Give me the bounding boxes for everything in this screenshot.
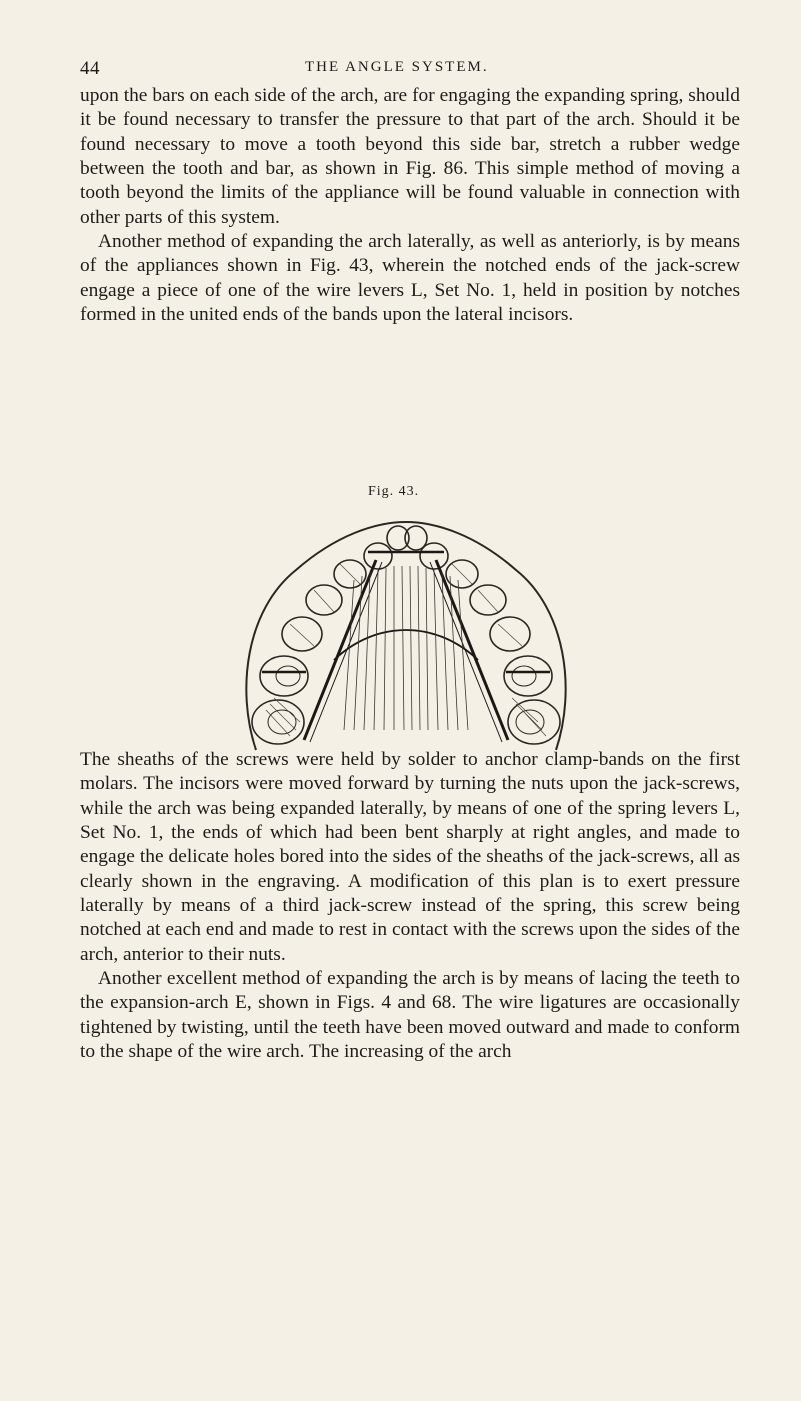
left-molar-front	[260, 656, 308, 696]
arch-engraving	[246, 522, 565, 750]
right-molar-front	[504, 656, 552, 696]
body-text-bottom	[80, 748, 740, 1064]
dental-arch-illustration	[226, 500, 586, 760]
right-premolar-2	[490, 617, 530, 651]
left-lateral-incisor	[364, 543, 392, 569]
central-incisors	[387, 526, 427, 550]
running-head	[80, 58, 740, 84]
running-title: THE ANGLE SYSTEM.	[305, 59, 489, 75]
page-number: 44	[80, 58, 100, 79]
right-premolar-1	[470, 585, 506, 615]
figure-caption: Fig. 43.	[368, 484, 420, 499]
body-text-top	[80, 84, 740, 327]
clamp-bands	[262, 552, 550, 672]
paragraph-1: upon the bars on each side of the arch, are for engaging the expanding spring, should it be found necessary to transfer the pressure to that part of the arch. Should it be found necessary to move a tooth beyond this side bar, stretch a rubber wedge between the tooth and bar, as shown in Fig. 86. This simple method of moving a tooth beyond the limits of the appliance will be found valuable in connection with other parts of this system.	[80, 85, 740, 228]
paragraph-2: Another method of expanding the arch laterally, as well as anteriorly, is by means of the appliances shown in Fig. 43, wherein the notched ends of the jack-screw engage a piece of one of the wire levers L, Set No. 1, held in position by notches formed in the united ends of the bands upon the lateral incisors.	[80, 231, 740, 326]
paragraph-3: The sheaths of the screws were held by solder to anchor clamp-bands on the first molars. The incisors were moved forward by turning the nuts upon the jack-screws, while the arch was being expanded laterally, by means of one of the spring levers L, Set No. 1, the ends of which had been bent sharply at right angles, and made to engage the delicate holes bored into the sides of the sheaths of the jack-screws, all as clearly shown in the engraving. A modification of this plan is to exert pressure laterally by means of a third jack-screw instead of the spring, this screw being notched at each end and made to rest in contact with the screws upon the sides of the arch, anterior to their nuts.	[80, 749, 740, 965]
paragraph-4: Another excellent method of expanding the arch is by means of lacing the teeth to the expansion-arch E, shown in Figs. 4 and 68. The wire ligatures are occasionally tightened by twisting, until the teeth have been moved outward and made to conform to the shape of the wire arch. The increasing of the arch	[80, 968, 740, 1063]
left-premolar-2	[282, 617, 322, 651]
spring-lever	[334, 630, 478, 660]
left-premolar-1	[306, 585, 342, 615]
